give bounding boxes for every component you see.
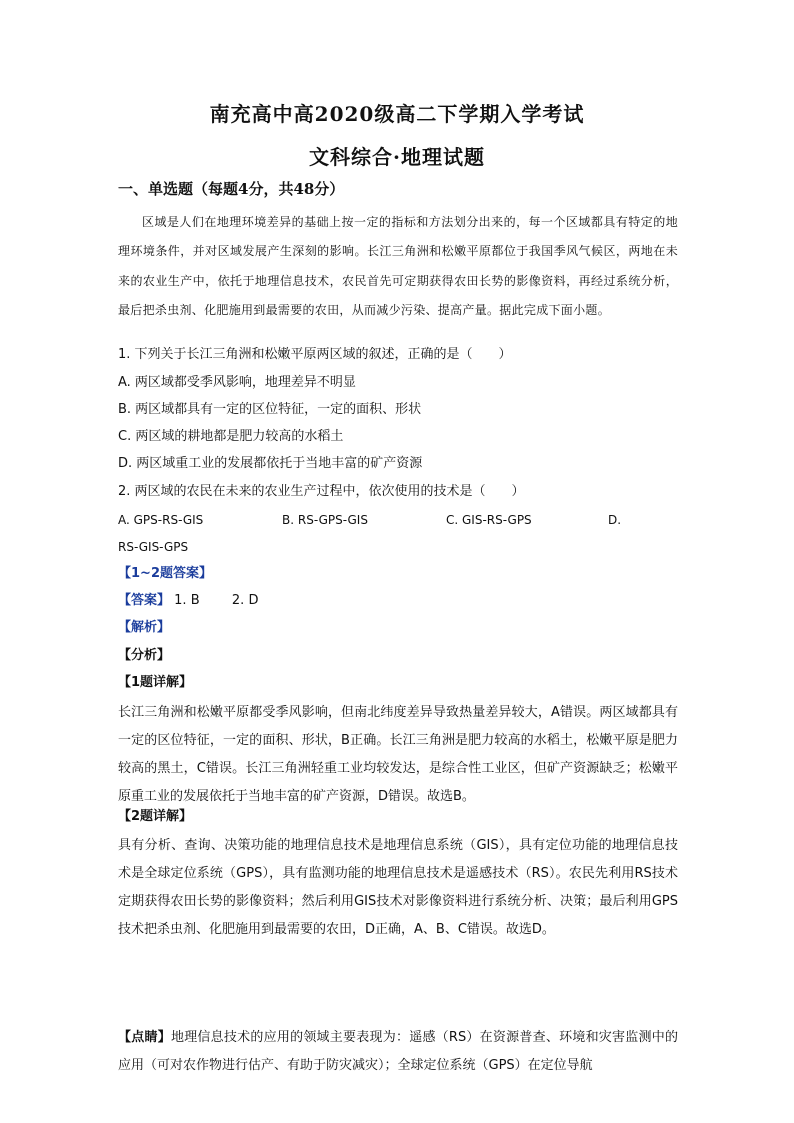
section-heading: 一、单选题（每题4分，共48分） [118, 180, 345, 198]
exam-title: 南充高中高2020级高二下学期入学考试 [209, 102, 585, 126]
detail-1-text: 长江三角洲和松嫩平原都受季风影响，但南北纬度差异导致热量差异较大，A错误。两区域都具有一定的区位特征，一定的面积、形状，B正确。长江三角洲是肥力较高的水稻土，松嫩平原是肥力较高的黑土，C错误。长江三角洲轻重工业均较发达，是综合性工业区，但矿产资源缺乏；松嫩平原重工业的发展依托于当地丰富的矿产资源，D错误。故选B。 [118, 705, 678, 804]
question-1-option-d: D. 两区域重工业的发展都依托于当地丰富的矿产资源 [118, 456, 423, 471]
exam-subtitle: 文科综合·地理试题 [309, 145, 485, 169]
question-2-option-c: C. GIS-RS-GPS [446, 513, 532, 527]
reading-passage: 区域是人们在地理环境差异的基础上按一定的指标和方法划分出来的，每一个区域都具有特定的地理环境条件，并对区域发展产生深刻的影响。长江三角洲和松嫩平原都位于我国季风气候区，两地在未来的农业生产中，依托于地理信息技术，农民首先可定期获得农田长势的影像资料，再经过系统分析，最后把杀虫剂、化肥施用到最需要的农田，从而减少污染、提高产量。据此完成下面小题。 [118, 215, 678, 317]
tip-paragraph [118, 1024, 678, 1080]
tip-text: 地理信息技术的应用的领域主要表现为：遥感（RS）在资源普查、环境和灾害监测中的应用（可对农作物进行估产、有助于防灾减灾）；全球定位系统（GPS）在定位导航 [118, 1030, 678, 1073]
detail-2-label: 【2题详解】 [118, 809, 193, 824]
answer-label: 【答案】 [118, 593, 171, 608]
answer-row [118, 592, 258, 610]
question-2-option-d: D. [608, 513, 622, 527]
question-2-stem: 2. 两区域的农民在未来的农业生产过程中，依次使用的技术是（ ） [118, 484, 525, 499]
question-2-option-a: A. GPS-RS-GIS [118, 513, 204, 527]
question-1-option-c: C. 两区域的耕地都是肥力较高的水稻土 [118, 429, 344, 444]
question-1-stem: 1. 下列关于长江三角洲和松嫩平原两区域的叙述，正确的是（ ） [118, 347, 512, 362]
question-1-option-b: B. 两区域都具有一定的区位特征，一定的面积、形状 [118, 402, 422, 417]
analysis-label: 【解析】 [118, 620, 171, 635]
question-2-option-b: B. RS-GPS-GIS [282, 513, 368, 527]
tip-label: 【点睛】 [118, 1030, 171, 1045]
answer-1: 1. B [174, 593, 200, 608]
fenxi-label: 【分析】 [118, 648, 171, 663]
question-1-option-a: A. 两区域都受季风影响，地理差异不明显 [118, 375, 356, 390]
question-2-option-d-cont: RS-GIS-GPS [118, 540, 189, 554]
detail-2-text: 具有分析、查询、决策功能的地理信息技术是地理信息系统（GIS），具有定位功能的地理信息技术是全球定位系统（GPS），具有监测功能的地理信息技术是遥感技术（RS）。农民先利用RS技术定期获得农田长势的影像资料；然后利用GIS技术对影像资料进行系统分析、决策；最后利用GPS技术把杀虫剂、化肥施用到最需要的农田，D正确，A、B、C错误。故选D。 [118, 838, 678, 937]
answer-group-label: 【1~2题答案】 [118, 566, 212, 581]
answer-2: 2. D [231, 593, 259, 608]
detail-1-label: 【1题详解】 [118, 675, 193, 690]
